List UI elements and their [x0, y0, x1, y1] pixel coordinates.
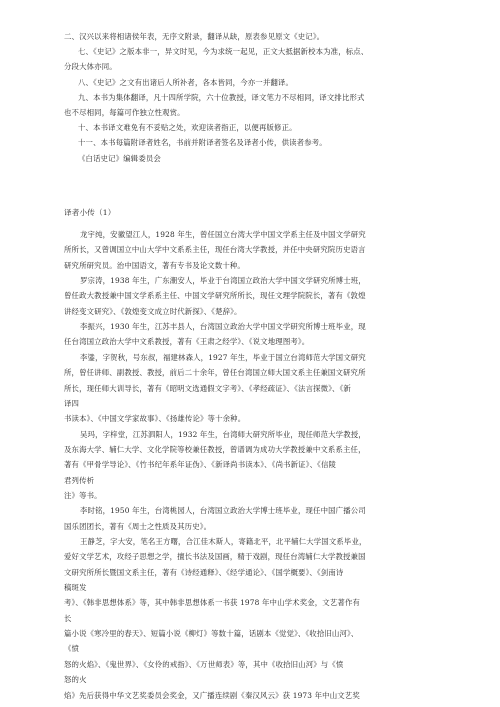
section-title: 译者小传（1）	[64, 208, 116, 217]
biography-line: 曾任政大教授兼中国文学系系主任、中国文学研究所所长，现任文理学院院长，著有《敦煌	[64, 291, 366, 301]
biography-line: 著有《甲骨学导论》、《竹书纪年系年证伪》、《新译尚书读本》、《尚书新证》、《信陵	[64, 460, 337, 470]
biography-line: 稿斑发	[64, 583, 87, 593]
biography-line: 及东海大学、辅仁大学、文化学院等校兼任教授，曾谱调为成功大学教授兼中文系系主任，	[64, 444, 366, 454]
biography-line: 吴玛，字梓堂，江苏泗阳人，1932 年生，台湾师大研究所毕业，现任师范大学教授，	[80, 429, 366, 439]
note-line: 二、汉兴以来将相诸侯年表，无序文附录，翻译从缺，原表参见原文《史记》。	[64, 32, 325, 41]
biography-line: 译四	[64, 398, 80, 408]
biography-line: 君列传析	[64, 475, 95, 485]
note-line: 八、《史记》之文有出诸后人所补者，各本皆同，今亦一并翻译。	[78, 77, 293, 87]
biography-line: 考》、《韩非思想体系》等，其中韩非思想体系一书获 1978 年中山学术奖金，文艺著作有	[64, 598, 361, 608]
note-line: 也不尽相同，每篇可作独立性观赏。	[64, 108, 185, 117]
biography-line: 篇小说《寒冷里的春天》、短篇小说《柳灯》等数十篇，话剧本《觉觉》、《收拾旧山河》、	[64, 629, 359, 639]
biography-line: 讲经变文研究》、《敦煌变文成立时代新探》、《楚辞》。	[64, 306, 242, 316]
biography-line: 怒的火	[64, 675, 87, 685]
biography-line: 焰》先后获得中华文艺奖委员会奖金，又广播连续剧《秦汉风云》获 1973 年中山文艺奖	[64, 690, 360, 700]
biography-line: 爱好文学艺术，攻经子思想之学，擅长书法及国画，精于戏剧，现任台湾辅仁大学教授兼国	[64, 552, 366, 562]
biography-line: 王静芝，字大安，笔名王方曙，合江佳木斯人，寄籍北平，北平辅仁大学国文系毕业，	[80, 537, 367, 546]
biography-line: 注》等书。	[64, 490, 102, 500]
note-line: 九、本书为集体翻译，凡十四所学院，六十位教授，译文笔力不尽相同，译文排比形式	[78, 92, 365, 102]
biography-line: 李鍌，字贺秋，号东叔，福建林森人，1927 年生，毕业于国立台湾师范大学国文研究	[80, 352, 366, 362]
note-line: 分段大体亦同。	[64, 62, 117, 72]
biography-line: 文研究所所长暨国文系主任，著有《诗经通释》、《经学通论》、《国学概要》、《剑南诗	[64, 567, 344, 577]
biography-line: 怒的火焰》、《鬼世界》、《女伶的戒指》、《万世师表》等，其中《收拾旧山河》与《愤	[64, 659, 344, 669]
biography-line: 研究所研究员。治中国语文，著有专书及论文数十种。	[64, 260, 245, 270]
biography-line: 李振兴，1930 年生，江苏丰县人，台湾国立政治大学中国文学研究所博士班毕业，现	[80, 322, 366, 332]
biography-line: 罗宗涛，1938 年生，广东潮安人，毕业于台湾国立政治大学中国文学研究所博士班，	[80, 276, 366, 286]
biography-line: 长	[64, 613, 72, 623]
biography-line: 所所长，又曾调国立中山大学中文系系主任，现任台湾大学教授，并任中央研究院历史语言	[64, 245, 366, 255]
biography-line: 书读本》、《中国文学家故事》、《扬雄传论》等十余种。	[64, 414, 246, 424]
note-line: 七、《史记》之版本非一，异文时见，今为求统一起见，正文大抵据新校本为准，标点、	[78, 47, 369, 57]
biography-line: 所长，现任师大训导长，著有《昭明文选通假文字考》、《孝经疏证》、《法言探微》、《新	[64, 383, 351, 393]
biography-line: 任台湾国立政治大学中文系教授，著有《王肃之经学》、《说文地理图考》。	[64, 337, 310, 347]
note-line: 《白话史记》编辑委员会	[78, 153, 161, 163]
biography-line: 《愤	[64, 644, 80, 654]
biography-line: 国乐团团长，著有《周士之性质及其历史》。	[64, 521, 212, 531]
note-line: 十一、本书每篇附译者姓名，书前并附译者签名及译者小传，供读者参考。	[78, 138, 327, 148]
biography-line: 李时铭，1950 年生，台湾桃园人，台湾国立政治大学博士班毕业，现任中国广播公司	[80, 506, 366, 516]
biography-line: 龙宇纯，安徽望江人，1928 年生，曾任国立台湾大学中国文学系主任及中国文学研究	[80, 230, 366, 239]
biography-line: 所，曾任讲师、副教授、教授，前后二十余年，曾任台湾国立师大国文系主任兼国文研究所	[64, 368, 366, 378]
note-line: 十、本书译文难免有不妥贴之处，欢迎读者指正，以便再版修正。	[78, 123, 297, 133]
